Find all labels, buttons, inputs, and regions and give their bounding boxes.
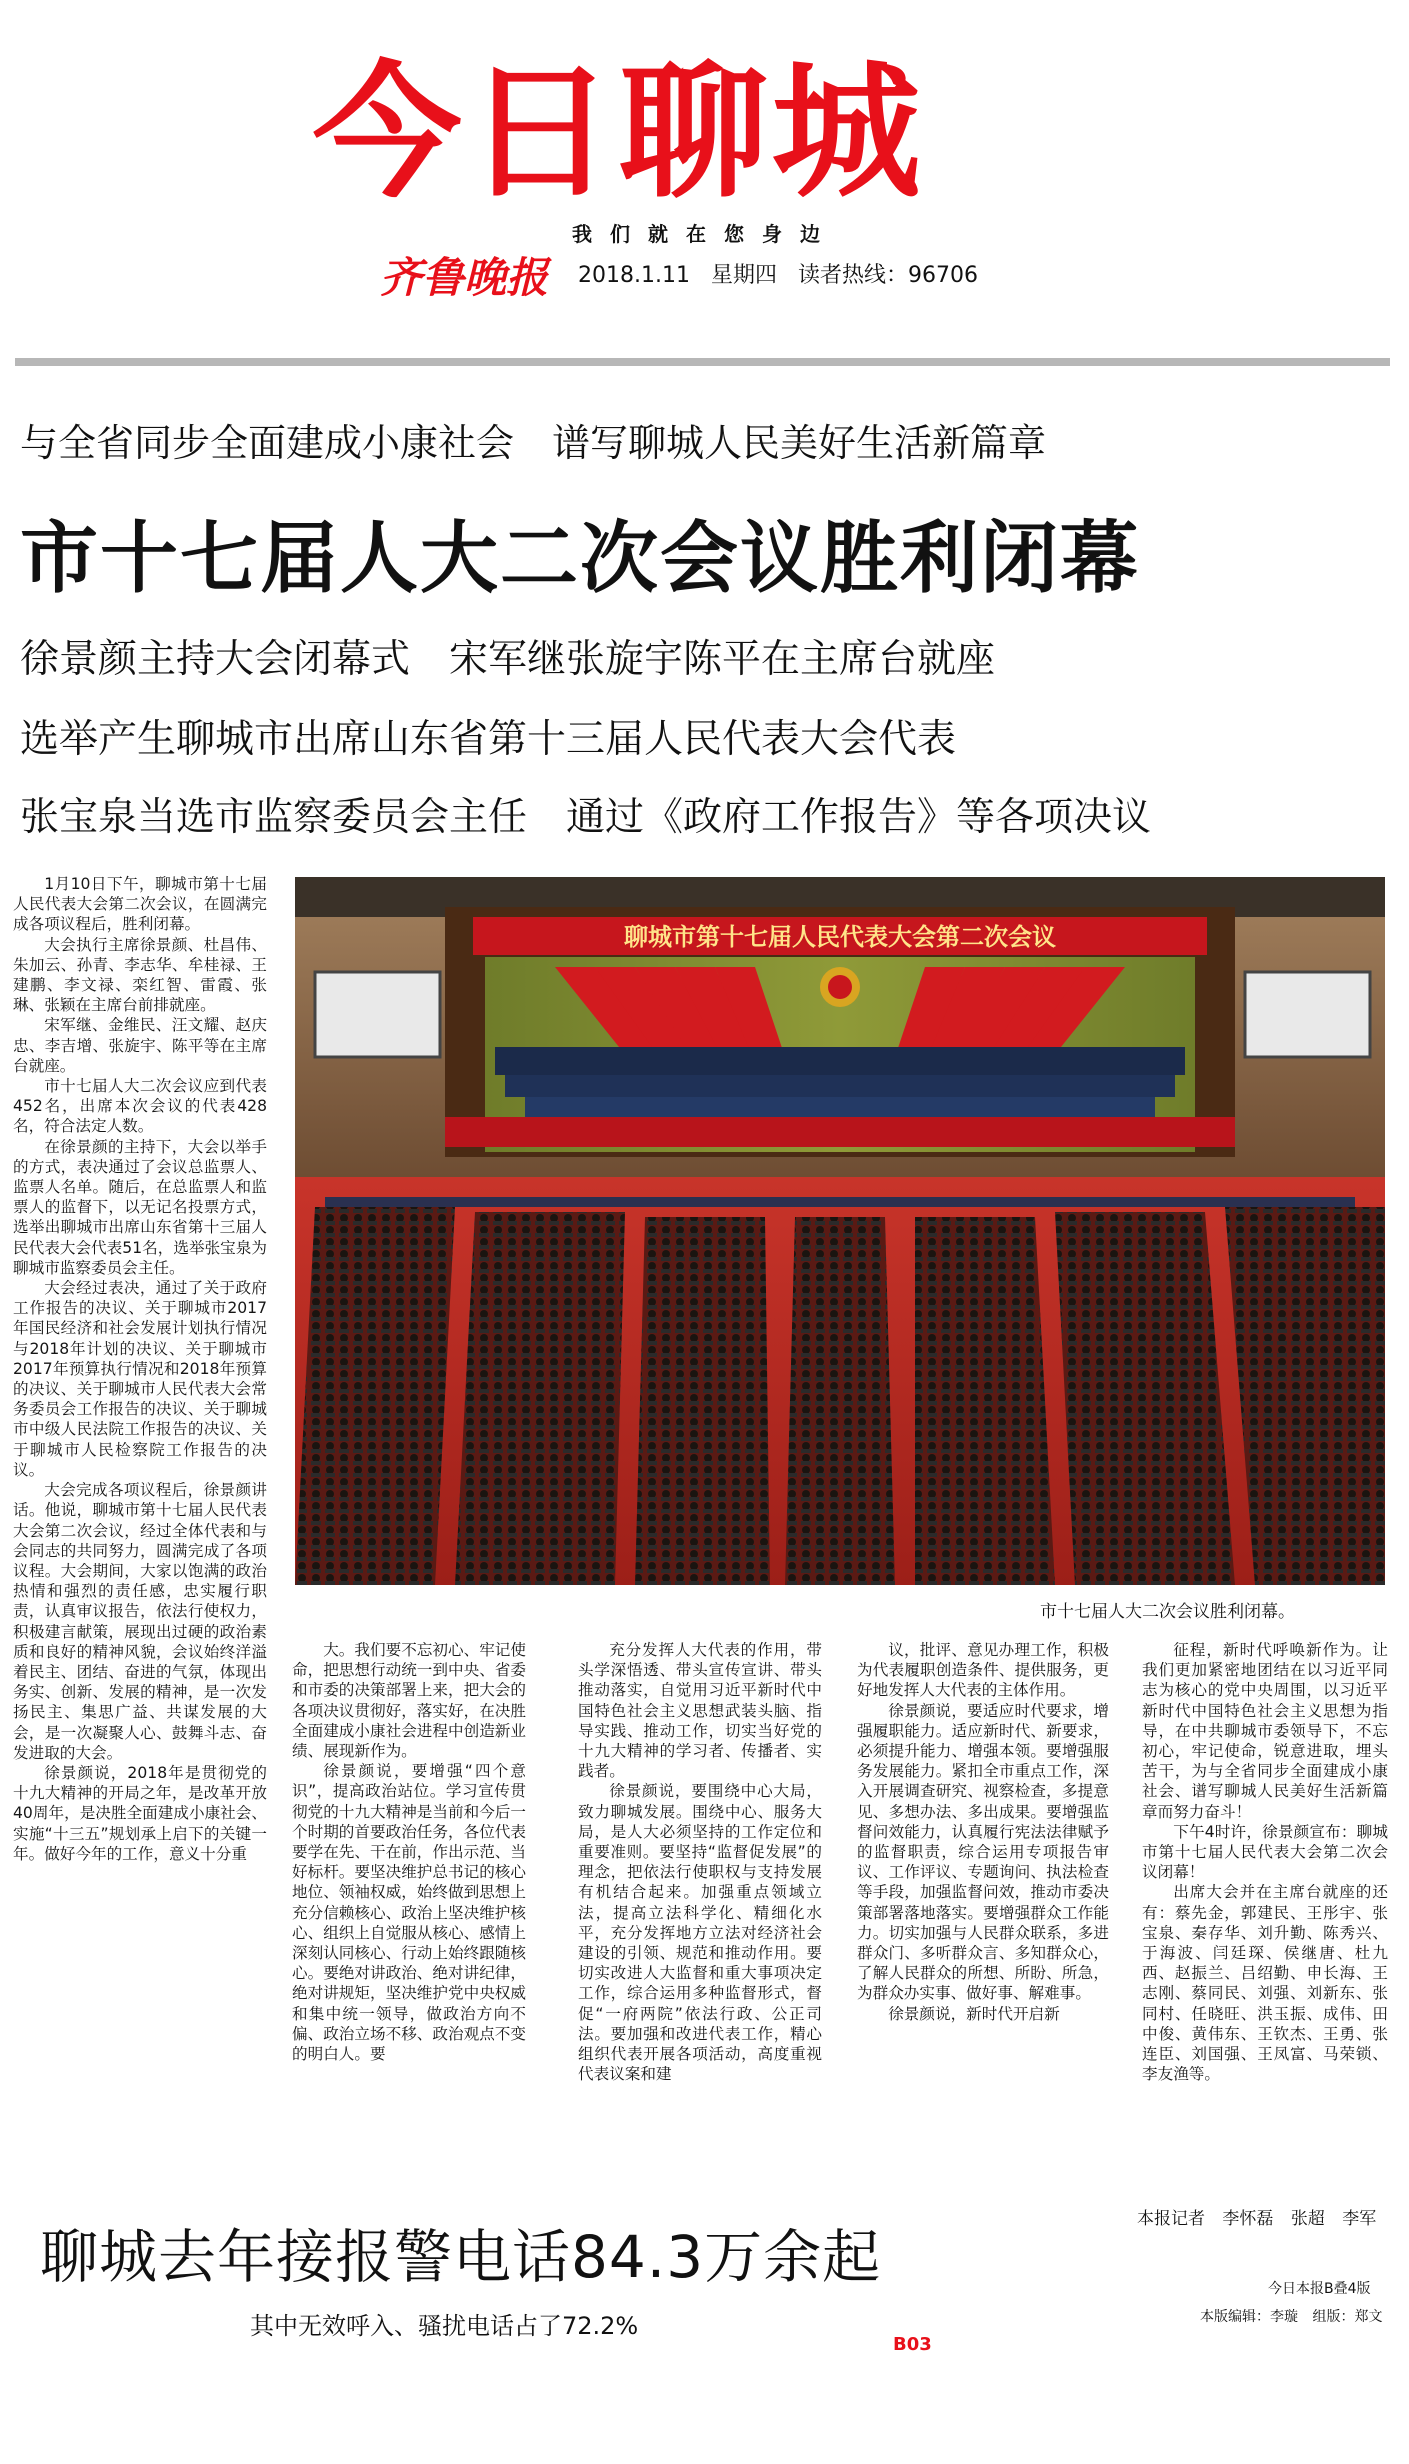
teaser-headline[interactable]: 聊城去年接报警电话84.3万余起 — [40, 2223, 882, 2291]
article-paragraph: 下午4时许，徐景颜宣布：聊城市第十七届人民代表大会第二次会议闭幕！ — [1142, 1822, 1388, 1882]
article-paragraph: 市十七届人大二次会议应到代表452名，出席本次会议的代表428名，符合法定人数。 — [13, 1077, 267, 1136]
masthead-logo: 今日聊城 — [312, 48, 925, 218]
article-paragraph: 大会完成各项议程后，徐景颜讲话。他说，聊城市第十七届人民代表大会第二次会议，经过全体代表和与会同志的共同努力，圆满完成了各项议程。大会期间，大家以饱满的政治热情和强烈的责任感，忠实履行职责，认真审议报告，依法行使权力，积极建言献策，展现出过硬的政治素质和良好的精神风貌，会议始终洋溢着民主、团结、奋进的气氛，体现出务实、创新、发展的精神，是一次发扬民主、集思广益、共谋发展的大会，是一次凝聚人心、鼓舞斗志、奋发进取的大会。 — [13, 1481, 267, 1762]
masthead-divider — [15, 358, 1390, 366]
subheadline-1: 徐景颜主持大会闭幕式 宋军继张旋宇陈平在主席台就座 — [20, 637, 996, 682]
subheadline-3: 张宝泉当选市监察委员会主任 通过《政府工作报告》等各项决议 — [20, 795, 1152, 840]
article-column-1 — [292, 1640, 526, 2200]
article-paragraph: 充分发挥人大代表的作用，带头学深悟透、带头宣传宣讲、带头推动落实，自觉用习近平新时代中国特色社会主义思想武装头脑、指导实践、推动工作，切实当好党的十九大精神的学习者、传播者、实践者。 — [578, 1641, 822, 1781]
typesetter-credit: 组版：郑文 — [1312, 2309, 1383, 2325]
meeting-photo — [295, 877, 1385, 1585]
article-column-2 — [578, 1640, 822, 2200]
editor-credits — [1190, 2306, 1382, 2326]
masthead-slogan: 我们就在您身边 — [572, 222, 838, 246]
article-paragraph: 徐景颜说，2018年是贯彻党的十九大精神的开局之年，是改革开放40周年，是决胜全面建成小康社会、实施“十三五”规划承上启下的关键一年。做好今年的工作，意义十分重 — [13, 1763, 267, 1863]
article-paragraph: 宋军继、金维民、汪文耀、赵庆忠、李吉增、张旋宇、陈平等在主席台就座。 — [13, 1016, 267, 1075]
article-paragraph: 徐景颜说，要围绕中心大局，致力聊城发展。围绕中心、服务大局，是人大必须坚持的工作定位和重要准则。要坚持“监督促发展”的理念，把依法行使职权与支持发展有机结合起来。加强重点领域立法，提高立法科学化、精细化水平，充分发挥地方立法对经济社会建设的引领、规范和推动作用。要切实改进人大监督和重大事项决定工作，综合运用多种监督形式，督促“一府两院”依法行政、公正司法。要加强和改进代表工作，精心组织代表开展各项活动，高度重视代表议案和建 — [578, 1782, 822, 2084]
byline-role: 本报记者 — [1137, 2209, 1205, 2229]
subheadline-2: 选举产生聊城市出席山东省第十三届人民代表大会代表 — [20, 717, 957, 762]
byline — [1125, 2204, 1376, 2229]
article-paragraph: 出席大会并在主席台就座的还有：蔡先金，郭建民、王彤宇、张宝泉、秦存华、刘升勤、陈秀兴、于海波、闫廷琛、侯继唐、杜九西、赵振兰、吕绍勤、申长海、王志刚、蔡同民、刘强、刘新东、张同村、任晓旺、洪玉振、成伟、田中俊、黄伟东、王钦杰、王勇、张连臣、刘国强、王凤富、马荣锁、李友渔等。 — [1142, 1883, 1388, 2084]
article-paragraph: 徐景颜说，要增强“四个意识”，提高政治站位。学习宣传贯彻党的十九大精神是当前和今后一个时期的首要政治任务，各位代表要学在先、干在前，作出示范、当好标杆。要坚决维护总书记的核心地位、领袖权威，始终做到思想上充分信赖核心、政治上坚决维护核心、组织上自觉服从核心、感情上深刻认同核心、行动上始终跟随核心。要绝对讲政治、绝对讲纪律，绝对讲规矩，坚决维护党中央权威和集中统一领导，做政治方向不偏、政治立场不移、政治观点不变的明白人。要 — [292, 1762, 526, 2064]
article-column-3 — [857, 1640, 1109, 2200]
issue-weekday: 星期四 — [710, 263, 777, 288]
article-paragraph: 徐景颜说，要适应时代要求，增强履职能力。适应新时代、新要求，必须提升能力、增强本领。要增强服务发展能力。紧扣全市重点工作，深入开展调查研究、视察检查，多提意见、多想办法、多出成果。要增强监督问效能力，认真履行宪法法律赋予的监督职责，综合运用专项报告审议、工作评议、专题询问、执法检查等手段，加强监督问效，推动市委决策部署落地落实。要增强群众工作能力。切实加强与人民群众联系，多进群众门、多听群众言、多知群众心，了解人民群众的所想、所盼、所急，为群众办实事、做好事、解难事。 — [857, 1701, 1109, 2003]
page-number: B03 — [893, 2334, 932, 2355]
pages-note: 今日本报B叠4版 — [1268, 2281, 1371, 2297]
article-paragraph: 徐景颜说，新时代开启新 — [888, 2004, 1060, 2023]
issue-date: 2018.1.11 — [578, 263, 690, 288]
dateline — [578, 258, 992, 289]
article-paragraph: 议，批评、意见办理工作，积极为代表履职创造条件、提供服务，更好地发挥人大代表的主体作用。 — [857, 1641, 1109, 1700]
article-column-4 — [1142, 1640, 1388, 2200]
article-paragraph: 在徐景颜的主持下，大会以举手的方式，表决通过了会议总监票人、监票人名单。随后，在总监票人和监票人的监督下，以无记名投票方式，选举出聊城市出席山东省第十三届人民代表大会代表51名，选举张宝泉为聊城市监察委员会主任。 — [13, 1137, 267, 1277]
editor-credit: 本版编辑：李璇 — [1200, 2309, 1298, 2325]
byline-author-3: 李军 — [1342, 2209, 1377, 2229]
teaser-subhead: 其中无效呼入、骚扰电话占了72.2% — [250, 2312, 639, 2340]
brand-logo-text: 齐鲁晚报 — [380, 253, 549, 302]
byline-author-2: 张超 — [1290, 2209, 1325, 2229]
article-paragraph: 征程，新时代呼唤新作为。让我们更加紧密地团结在以习近平同志为核心的党中央周围，以习近平新时代中国特色社会主义思想为指导，在中共聊城市委领导下，不忘初心，牢记使命，锐意进取，埋头苦干，为与全省同步全面建成小康社会、谱写聊城人民美好生活新篇章而努力奋斗！ — [1142, 1641, 1388, 1821]
byline-author-1: 李怀磊 — [1222, 2209, 1274, 2229]
article-paragraph: 1月10日下午，聊城市第十七届人民代表大会第二次会议，在圆满完成各项议程后，胜利闭幕。 — [13, 875, 267, 934]
kicker-headline: 与全省同步全面建成小康社会 谱写聊城人民美好生活新篇章 — [20, 421, 1047, 465]
photo-caption: 市十七届人大二次会议胜利闭幕。 — [1040, 1602, 1295, 1622]
photo-banner-text: 聊城市第十七届人民代表大会第二次会议 — [624, 922, 1056, 951]
article-paragraph: 大会执行主席徐景颜、杜昌伟、朱加云、孙青、李志华、牟桂禄、王建鹏、李文禄、栾红智、雷霞、张琳、张颖在主席台前排就座。 — [13, 935, 267, 1015]
main-headline: 市十七届人大二次会议胜利闭幕 — [20, 514, 1141, 604]
article-paragraph: 大会经过表决，通过了关于政府工作报告的决议、关于聊城市2017年国民经济和社会发展计划执行情况与2018年计划的决议、关于聊城市2017年预算执行情况和2018年预算的决议、关于聊城市人民代表大会常务委员会工作报告的决议、关于聊城市中级人民法院工作报告的决议、关于聊城市人民检察院工作报告的决议。 — [13, 1279, 267, 1479]
article-paragraph: 大。我们要不忘初心、牢记使命，把思想行动统一到中央、省委和市委的决策部署上来，把大会的各项决议贯彻好，落实好，在决胜全面建成小康社会进程中创造新业绩、展现新作为。 — [292, 1641, 526, 1761]
brand-logo — [378, 248, 568, 304]
reader-hotline: 读者热线：96706 — [797, 263, 978, 288]
